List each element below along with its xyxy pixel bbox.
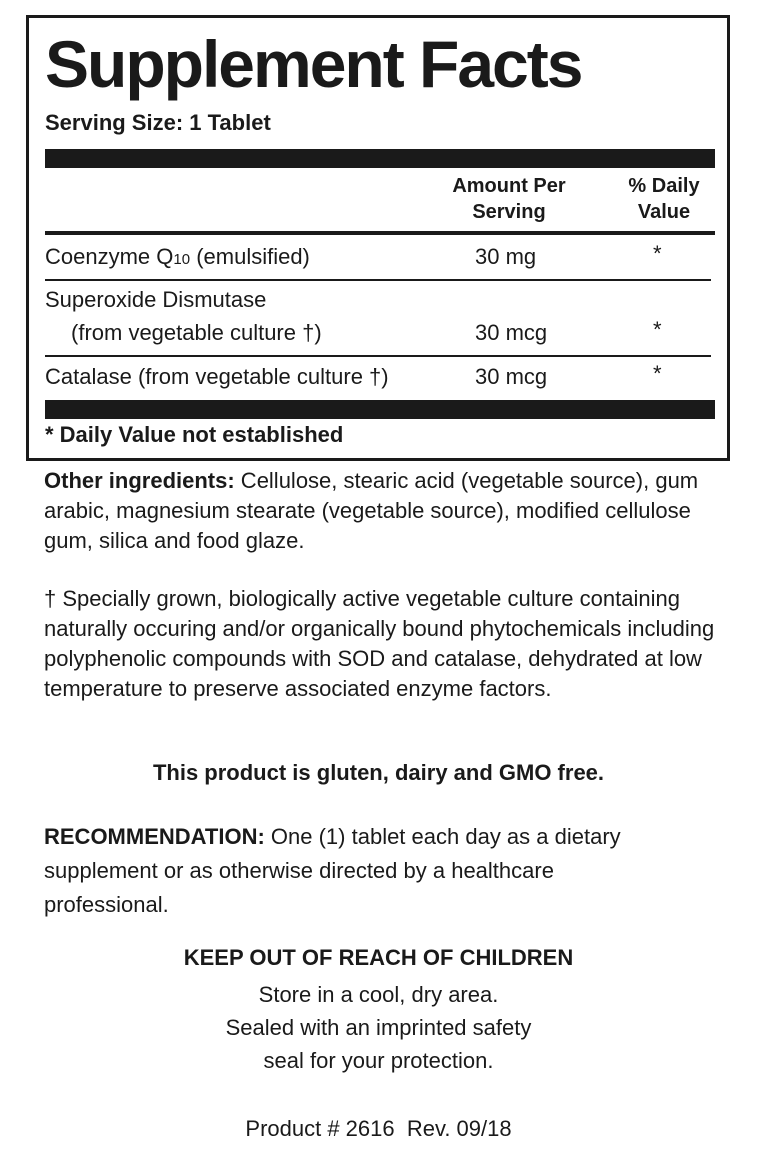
daily-value-header: % Daily Value: [628, 175, 700, 223]
amount-coq10: 30 mg: [475, 244, 537, 269]
header-rule: [45, 231, 715, 235]
storage-instruction: Store in a cool, dry area.: [258, 982, 499, 1007]
facts-title: Supplement Facts: [45, 27, 582, 101]
amount-sod: 30 mcg: [475, 320, 548, 345]
serving-size: Serving Size: 1 Tablet: [45, 110, 271, 135]
seal-notice-line1: Sealed with an imprinted safety: [225, 1015, 532, 1040]
recommendation: RECOMMENDATION: One (1) tablet each day as a dietary supplement or as otherwise directed by a healthcare professional.: [44, 824, 621, 917]
dagger-footnote: † Specially grown, biologically active vegetable culture containing naturally occuring and/or organically bound phytochemicals including polyphenolic compounds with SOD and catalase, dehydrated at low temperature to preserve associated enzyme factors.: [44, 586, 715, 701]
warning-heading: KEEP OUT OF REACH OF CHILDREN: [183, 945, 574, 970]
dv-sod: *: [653, 317, 662, 342]
row-rule: [45, 279, 711, 281]
ingredient-name-sod: Superoxide Dismutase: [45, 287, 267, 312]
other-ingredients: Other ingredients: Cellulose, stearic acid (vegetable source), gum arabic, magnesium stearate (vegetable source), modified cellulose gum, silica and food glaze.: [44, 468, 699, 553]
product-code: Product # 2616 Rev. 09/18: [245, 1116, 512, 1141]
bottom-divider-bar: [45, 400, 715, 419]
dv-coq10: *: [653, 241, 662, 266]
ingredient-name-catalase: Catalase (from vegetable culture †): [45, 364, 389, 389]
top-divider-bar: [45, 149, 715, 168]
allergen-statement: This product is gluten, dairy and GMO free.: [152, 760, 605, 785]
ingredient-name-coq10: Coenzyme Q10 (emulsified): [45, 244, 310, 269]
row-rule: [45, 355, 711, 357]
supplement-facts-panel: [26, 15, 730, 461]
daily-value-note: * Daily Value not established: [45, 422, 344, 447]
seal-notice-line2: seal for your protection.: [263, 1048, 494, 1073]
dv-catalase: *: [653, 361, 662, 386]
amount-per-serving-header: Amount Per Serving: [452, 175, 566, 223]
ingredient-source-sod: (from vegetable culture †): [71, 320, 322, 345]
amount-catalase: 30 mcg: [475, 364, 548, 389]
